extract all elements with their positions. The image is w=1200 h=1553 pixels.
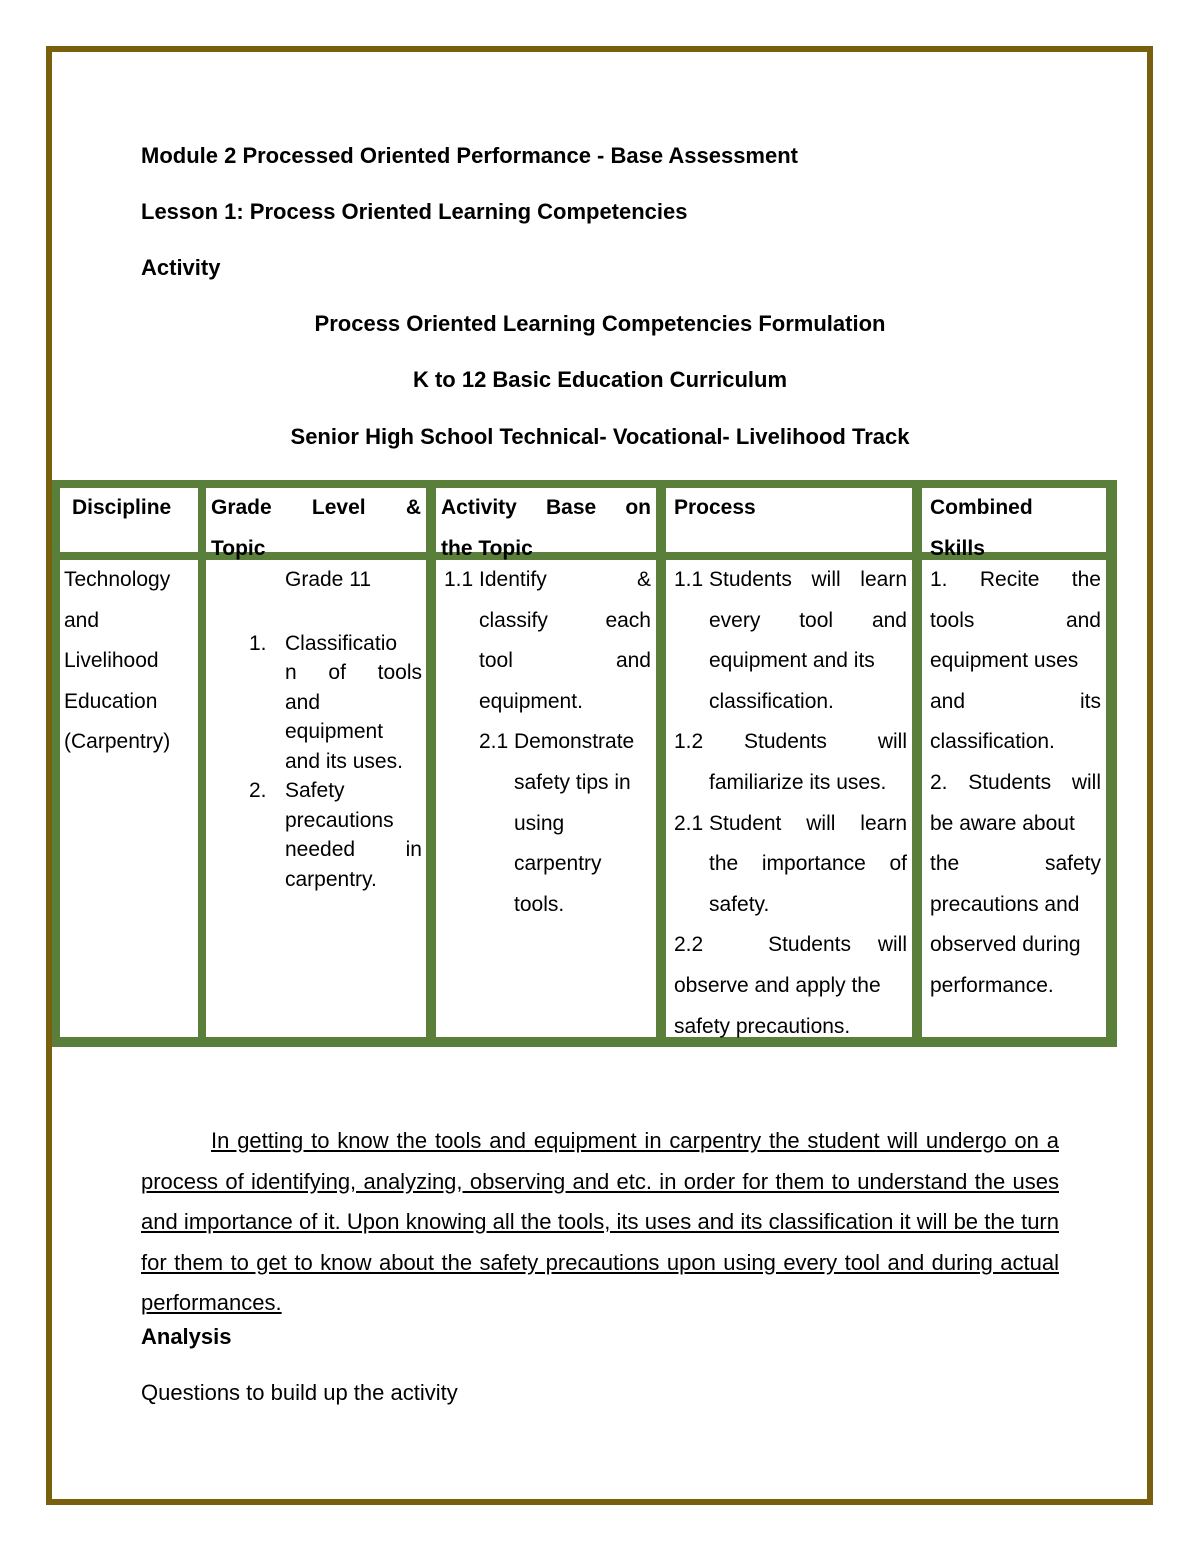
discipline-line: Technology: [64, 568, 171, 591]
activity-item-1: [444, 560, 651, 722]
activity-line: safety tips in: [514, 770, 631, 794]
grade-level: Grade 11: [285, 568, 371, 591]
cell-discipline: [60, 560, 198, 1037]
lesson-title: Lesson 1: Process Oriented Learning Competencies: [141, 199, 688, 224]
discipline-line: Livelihood: [64, 649, 159, 673]
process-item-number: 1.2: [674, 730, 704, 754]
grade-item-line: and its uses.: [285, 749, 403, 773]
combined-line: precautions and: [930, 892, 1080, 916]
process-item-number: 1.1: [674, 568, 704, 591]
combined-line: tools and: [930, 608, 1101, 632]
header-grade-word: Grade: [211, 496, 272, 519]
discipline-line: Education: [64, 689, 158, 713]
header-grade-topic: [206, 488, 426, 560]
activity-line: Identify &: [479, 568, 651, 591]
analysis-text: Questions to build up the activity: [141, 1380, 458, 1405]
combined-line: be aware about: [930, 811, 1075, 835]
activity-line: using: [514, 811, 565, 835]
process-line: observe and apply the: [674, 973, 881, 997]
process-item-number: 2.2: [674, 933, 704, 957]
activity-line: equipment.: [479, 689, 583, 713]
grade-item-line: carpentry.: [285, 867, 377, 891]
combined-line: equipment uses: [930, 649, 1079, 673]
activity-line: tool and: [479, 649, 651, 673]
grade-item-number: 2.: [249, 779, 267, 803]
grade-item-line: Classificatio: [285, 631, 398, 655]
process-line: 2.2 Students will: [674, 925, 907, 966]
activity-line: Demonstrate: [514, 730, 635, 754]
formulation-title: Process Oriented Learning Competencies Formulation: [314, 311, 886, 336]
process-line: familiarize its uses.: [709, 770, 887, 794]
process-item-1-2: [674, 722, 907, 803]
activity-item-number: 1.1: [444, 568, 474, 591]
activity-item-2: [444, 722, 651, 925]
module-title: Module 2 Processed Oriented Performance - Base Assessment: [141, 143, 798, 168]
process-item-1-1: [674, 560, 907, 722]
activity-line: carpentry: [514, 852, 602, 876]
header-process: [666, 488, 912, 552]
process-line: every tool and: [709, 608, 907, 632]
track-title: Senior High School Technical- Vocational- Livelihood Track: [290, 424, 910, 449]
discipline-line: (Carpentry): [64, 730, 171, 754]
header-activity: [436, 488, 656, 560]
process-line: the importance of: [709, 852, 907, 876]
process-line: Student will learn: [709, 811, 907, 835]
header-topic-word: Topic: [211, 536, 266, 560]
header-activity-line1: [441, 488, 651, 529]
header-combined-word: Combined: [930, 496, 1033, 519]
header-level-word: Level: [311, 496, 366, 519]
header-on-word: on: [625, 496, 651, 519]
activity-paragraph: In getting to know the tools and equipment in carpentry the student will undergo on a process of identifying, analyzing, observing and etc. in order for them to understand the uses and importance of it. Upon knowing all the tools, its uses and its classification it will be the turn for them to get to know about the safety precautions upon using every tool and during actual performances.: [141, 1128, 1059, 1316]
competencies-table: [52, 480, 1117, 1047]
header-base-word: Base: [546, 496, 597, 519]
cell-combined-skills: [922, 560, 1106, 1037]
header-amp-word: &: [405, 496, 421, 519]
header-the-topic: the Topic: [441, 536, 533, 560]
process-item-2-1: [674, 804, 907, 926]
grade-item-number: 1.: [249, 631, 267, 655]
cell-process: [666, 560, 912, 1037]
grade-item-line: needed in: [285, 838, 422, 862]
activity-line: tools.: [514, 892, 565, 916]
combined-line: and its: [930, 689, 1101, 713]
grade-item-line: equipment: [285, 720, 384, 744]
activity-label: Activity: [141, 255, 221, 280]
grade-topic-item-2: [249, 776, 422, 894]
combined-line: observed during: [930, 933, 1081, 957]
grade-item-line: Safety: [285, 779, 345, 803]
grade-item-line: n of tools: [285, 661, 422, 685]
header-discipline: [60, 488, 198, 552]
header-discipline-text: Discipline: [72, 496, 172, 519]
header-grade-line1: [211, 488, 421, 529]
grade-item-line: precautions: [285, 808, 394, 832]
process-item-2-2: [674, 925, 907, 1047]
grade-topic-item-1: [249, 629, 422, 777]
cell-grade-topic: [206, 560, 426, 1037]
process-line: safety precautions.: [674, 1014, 851, 1038]
process-line: safety.: [709, 892, 770, 916]
combined-line: performance.: [930, 973, 1054, 997]
discipline-line: and: [64, 608, 100, 632]
process-line: equipment and its: [709, 649, 875, 673]
combined-line: classification.: [930, 730, 1055, 754]
activity-item-number: 2.1: [479, 730, 509, 754]
process-line: classification.: [709, 689, 834, 713]
curriculum-title: K to 12 Basic Education Curriculum: [412, 367, 788, 392]
header-combined-skills: [922, 488, 1106, 560]
combined-line: 1. Recite the: [930, 568, 1101, 591]
combined-line: 2. Students will: [930, 770, 1101, 794]
header-skills-word: Skills: [930, 536, 985, 560]
combined-line: the safety: [930, 852, 1101, 876]
header-process-text: Process: [674, 496, 756, 519]
header-activity-word: Activity: [441, 496, 517, 519]
activity-line: classify each: [479, 608, 651, 632]
process-line: Students will learn: [709, 568, 907, 591]
process-line: Students will: [744, 730, 907, 754]
process-item-number: 2.1: [674, 811, 704, 835]
analysis-heading: Analysis: [141, 1324, 232, 1349]
cell-activity: [436, 560, 656, 1037]
grade-item-line: and: [285, 690, 321, 714]
